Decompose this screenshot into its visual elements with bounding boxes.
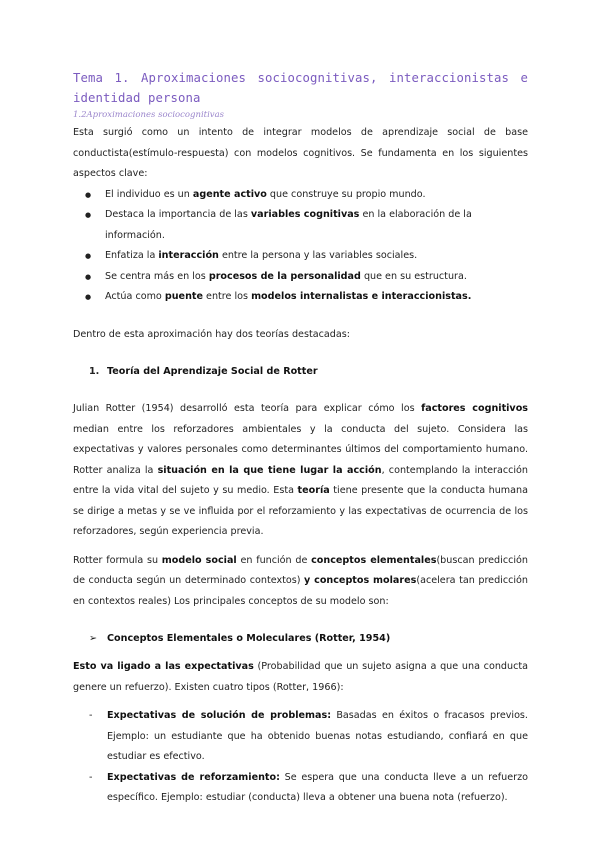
bold-run: situación en la que tiene lugar la acción <box>157 464 382 476</box>
bold-run: interacción <box>158 250 219 261</box>
title-word: Tema <box>73 71 104 85</box>
text-run: entre la persona y las variables sociales. <box>218 250 418 261</box>
list-item <box>73 768 528 809</box>
title-word: sociocognitivas, <box>257 71 378 85</box>
text-run: El individuo es un <box>105 188 193 200</box>
intro-paragraph: Esta surgió como un intento de integrar modelos de aprendizaje social de base conductista(estímulo-respuesta) con modelos cognitivos. Se fundamenta en los siguientes aspectos clave: <box>73 127 528 179</box>
text-run: tiene presente que la conducta humana se dirige a metas y se ve influida por el reforzamiento y las expectativas de ocurrencia de los reforzadores, según experiencia previa. <box>73 485 528 537</box>
bold-run: Expectativas de solución de problemas: <box>107 710 332 721</box>
title-line-1 <box>73 68 528 88</box>
bold-run: procesos de la personalidad <box>208 270 361 282</box>
document-title <box>73 68 528 108</box>
section-number: 1. <box>89 366 100 377</box>
text-run: median entre los reforzadores ambientales y la conducta del sujeto. Considera las expectativas y valores personales como determinantes últimos del comportamiento humano. Rotter analiza la <box>73 423 528 476</box>
text-run: Se centra más en los <box>105 270 209 282</box>
bold-run: modelos internalistas e interaccionistas. <box>251 291 472 302</box>
bold-run: puente <box>164 291 203 302</box>
text-run: , contemplando la interacción entre la vida vital del sujeto y su medio. Esta <box>73 464 528 496</box>
text-run: (acelera tan predicción en contextos reales) Los principales conceptos de su modelo son: <box>73 575 528 607</box>
section-label: Teoría del Aprendizaje Social de Rotter <box>107 366 318 377</box>
list-item <box>73 267 528 288</box>
text-run: en función de <box>236 554 312 566</box>
text-run: Rotter formula su <box>73 554 162 566</box>
list-item <box>73 246 528 267</box>
title-line-2: identidad persona <box>73 91 201 105</box>
bold-run: factores cognitivos <box>421 403 528 414</box>
text-run: (Probabilidad que un sujeto asigna a que una conducta genere un refuerzo). Existen cuatro tipos (Rotter, 1966): <box>73 661 528 693</box>
bold-run: agente activo <box>192 188 267 200</box>
expectations-paragraph <box>73 657 528 698</box>
bold-run: Expectativas de reforzamiento: <box>107 771 280 783</box>
model-paragraph <box>73 551 528 613</box>
document-page <box>73 68 528 809</box>
list-item <box>73 185 528 206</box>
expectations-list <box>73 706 528 809</box>
bold-run: teoría <box>297 485 330 496</box>
rotter-paragraph <box>73 399 528 543</box>
title-word: 1. <box>114 71 130 85</box>
arrow-icon: ➢ <box>89 633 98 644</box>
bold-run: modelo social <box>161 554 237 566</box>
text-run: Destaca la importancia de las <box>105 209 251 220</box>
theories-intro: Dentro de esta aproximación hay dos teorías destacadas: <box>73 328 350 340</box>
subsection-label: Conceptos Elementales o Moleculares (Rotter, 1954) <box>107 633 391 644</box>
list-item <box>73 287 528 308</box>
list-item <box>73 205 528 246</box>
text-run: entre los <box>203 291 252 302</box>
key-aspects-list <box>73 185 528 308</box>
title-word: Aproximaciones <box>140 71 246 85</box>
bold-run: y conceptos molares <box>304 575 417 586</box>
text-run: Basadas en éxitos o fracasos previos. Ejemplo: un estudiante que ha obtenido buenas notas estudiando, confiará en que estudiar es efectivo. <box>107 710 528 762</box>
text-run: Actúa como <box>105 291 165 302</box>
text-run: Enfatiza la <box>105 250 159 261</box>
bold-run: Esto va ligado a las expectativas <box>73 661 254 672</box>
title-word: interaccionistas <box>388 71 510 85</box>
section-subtitle: 1.2Aproximaciones sociocognitivas <box>73 110 225 120</box>
bold-run: conceptos elementales <box>311 554 437 566</box>
text-run: que construye su propio mundo. <box>266 188 426 200</box>
list-item <box>73 706 528 768</box>
section-heading-rotter <box>73 362 528 382</box>
subsection-heading <box>73 629 528 649</box>
title-word: e <box>520 71 528 85</box>
text-run: Julian Rotter (1954) desarrolló esta teoría para explicar cómo los <box>73 403 422 414</box>
text-run: en la elaboración de la información. <box>105 209 472 241</box>
text-run: (buscan predicción de conducta según un determinado contextos) <box>73 554 528 586</box>
text-run: que en su estructura. <box>360 270 467 282</box>
bold-run: variables cognitivas <box>250 209 360 220</box>
text-run: Se espera que una conducta lleve a un refuerzo específico. Ejemplo: estudiar (conducta) lleva a obtener una buena nota (refuerzo). <box>107 771 528 803</box>
